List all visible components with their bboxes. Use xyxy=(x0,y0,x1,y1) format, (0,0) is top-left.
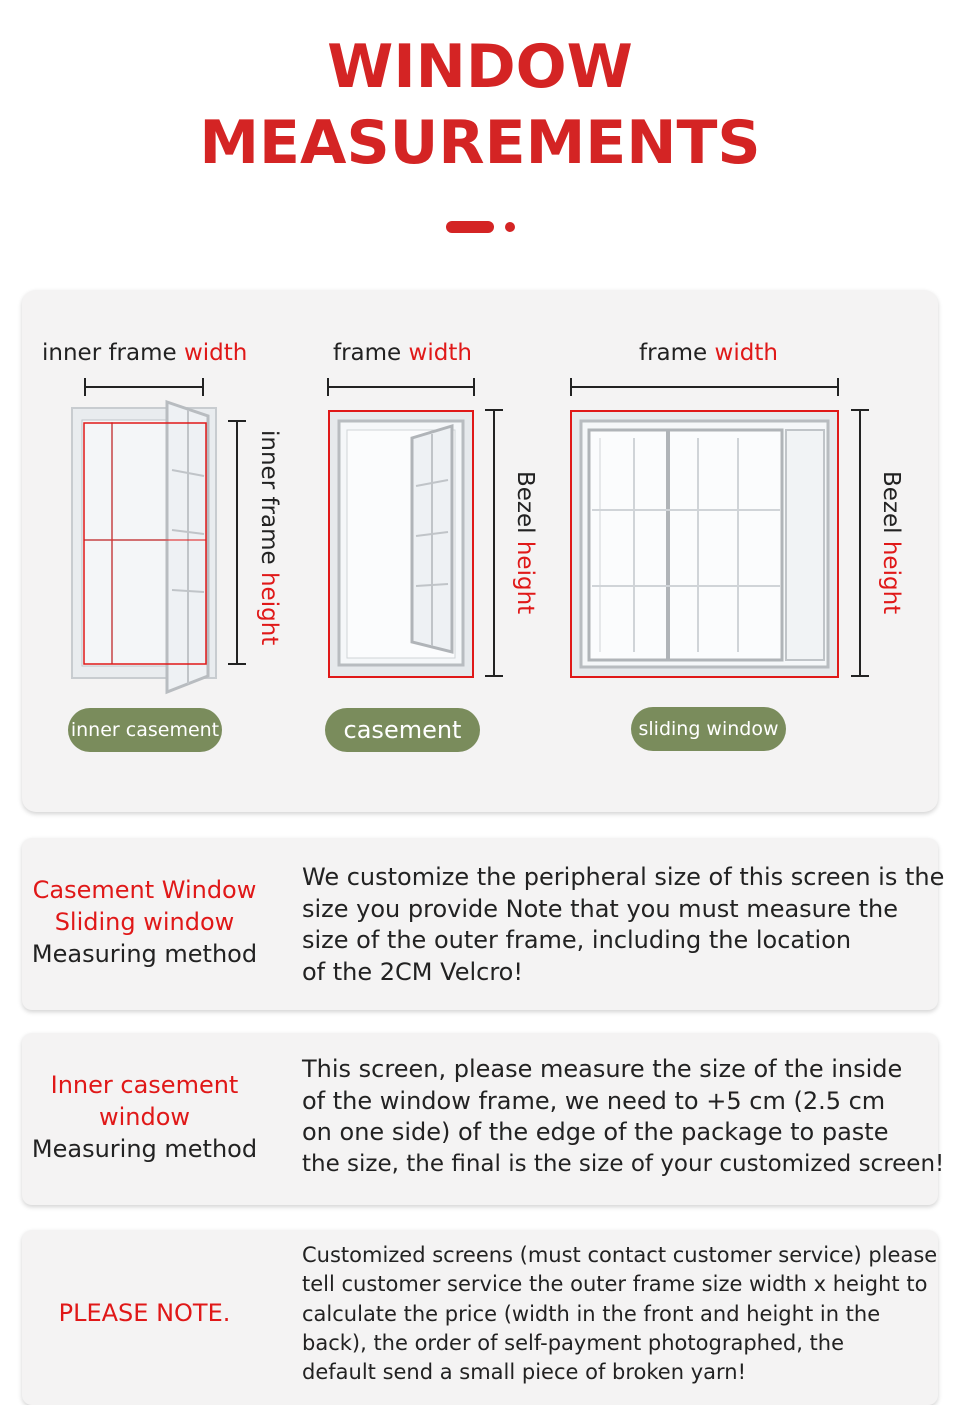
sliding-width-dimension-line xyxy=(571,378,838,396)
section-1-heading-black: Measuring method xyxy=(31,940,258,968)
section-1-line: We customize the peripheral size of this screen is the xyxy=(302,863,945,891)
section-3-line: calculate the price (width in the front and height in the xyxy=(302,1301,881,1326)
section-3-line: Customized screens (must contact customer service) please xyxy=(302,1243,938,1267)
section-3-body xyxy=(302,1241,937,1387)
inner-width-label-text: inner frame xyxy=(42,340,184,366)
page-title-line-1: WINDOW xyxy=(327,32,633,102)
section-2-line: on one side) of the edge of the package to paste xyxy=(302,1118,889,1146)
section-2-line: the size, the final is the size of your customized screen! xyxy=(302,1150,945,1177)
sliding-window-pill: sliding window xyxy=(631,707,786,751)
section-1-line: size of the outer frame, including the location xyxy=(302,926,852,954)
casement-height-label xyxy=(512,471,538,614)
section-1-heading-red-2: Sliding window xyxy=(54,908,235,936)
casement-height-label-text: Bezel xyxy=(512,471,538,541)
divider-dot xyxy=(505,222,515,232)
inner-height-dimension-line xyxy=(228,421,246,664)
inner-width-label xyxy=(42,340,247,366)
section-2-line: This screen, please measure the size of the inside xyxy=(302,1055,903,1083)
section-1-line: of the 2CM Velcro! xyxy=(302,957,523,986)
casement-width-dimension-line xyxy=(328,378,474,396)
section-2-heading-red-2: window xyxy=(98,1103,191,1131)
casement-width-label-emph: width xyxy=(408,340,472,366)
inner-height-label-text: inner frame xyxy=(256,430,282,572)
casement-window-drawing xyxy=(329,411,473,677)
divider-bar xyxy=(446,221,494,233)
casement-pill: casement xyxy=(325,708,480,752)
please-note-panel xyxy=(22,1230,938,1405)
section-2-body xyxy=(302,1054,944,1180)
section-3-line: default send a small piece of broken yarn! xyxy=(302,1360,746,1385)
casement-width-label-text: frame xyxy=(333,340,409,366)
inner-width-dimension-line xyxy=(85,378,203,396)
section-2-heading-red-1: Inner casement xyxy=(50,1071,239,1099)
sliding-height-label xyxy=(878,471,904,614)
sliding-width-label-emph: width xyxy=(714,340,778,366)
section-3-heading xyxy=(22,1297,267,1329)
inner-height-label-emph: height xyxy=(256,571,282,646)
diagram-panel xyxy=(22,290,938,812)
sliding-height-dimension-line xyxy=(851,410,869,676)
casement-width-label xyxy=(333,340,472,366)
inner-width-label-emph: width xyxy=(183,340,248,366)
section-2-heading-black: Measuring method xyxy=(31,1135,258,1163)
casement-height-label-emph: height xyxy=(512,540,538,615)
casement-sliding-method-panel xyxy=(22,838,945,1010)
section-3-line: tell customer service the outer frame size width x height to xyxy=(302,1272,928,1297)
sliding-height-label-text: Bezel xyxy=(878,471,904,541)
casement-height-dimension-line xyxy=(485,410,503,676)
inner-casement-pill: inner casement xyxy=(68,708,222,752)
page-title-line-2: MEASUREMENTS xyxy=(199,108,761,178)
section-2-line: of the window frame, we need to +5 cm (2.5 cm xyxy=(302,1086,886,1115)
inner-casement-method-panel xyxy=(22,1033,945,1205)
section-1-line: size you provide Note that you must measure the xyxy=(302,894,899,923)
sliding-window-drawing xyxy=(571,411,838,677)
sliding-width-label-text: frame xyxy=(639,340,715,366)
inner-casement-window-drawing xyxy=(72,402,216,692)
sliding-width-label xyxy=(639,340,778,366)
section-3-line: back), the order of self-payment photographed, the xyxy=(302,1330,845,1355)
section-1-body xyxy=(302,862,944,988)
sliding-height-label-emph: height xyxy=(878,540,904,615)
please-note-label: PLEASE NOTE. xyxy=(58,1299,231,1327)
section-1-heading xyxy=(22,874,267,970)
section-1-heading-red-1: Casement Window xyxy=(32,876,257,904)
section-2-heading xyxy=(22,1069,267,1165)
inner-height-label xyxy=(256,430,282,645)
